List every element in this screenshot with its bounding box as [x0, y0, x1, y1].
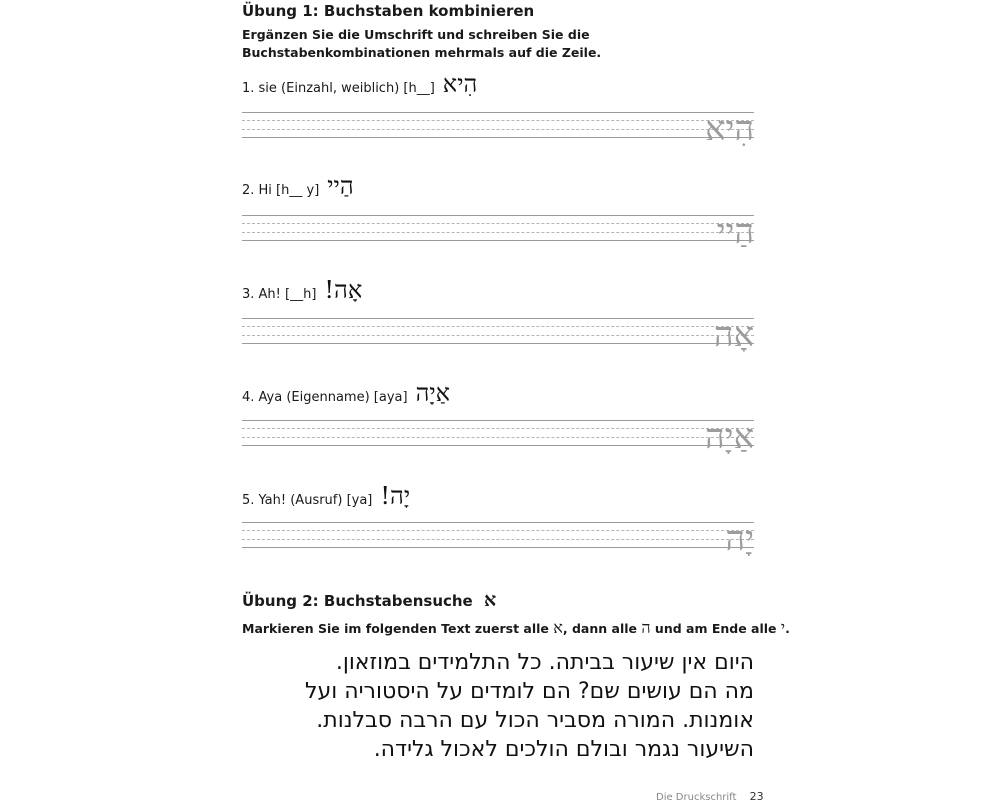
item-hebrew: אַיָה [415, 379, 451, 407]
exercise-1-item-3 [242, 276, 362, 305]
instr-part: Markieren Sie im folgenden Text zuerst alle [242, 621, 549, 636]
exercise-2-heading [242, 589, 496, 612]
practice-sample: אַיָה [705, 417, 754, 457]
item-hebrew: הִיא [442, 70, 478, 98]
exercise-1-heading: Übung 1: Buchstaben kombinieren [242, 2, 535, 20]
hebrew-reading-text [274, 648, 754, 764]
letter-alef: א [553, 618, 563, 637]
item-label: 3. Ah! [__h] [242, 287, 317, 302]
footer-section: Die Druckschrift [656, 792, 737, 803]
writing-line-3[interactable] [242, 315, 754, 355]
writing-line-4[interactable] [242, 417, 754, 457]
writing-line-5[interactable] [242, 519, 754, 559]
practice-sample: אָה [714, 315, 754, 355]
page-footer [656, 790, 764, 803]
item-hebrew: יָה! [380, 482, 411, 510]
exercise-1-instruction: Ergänzen Sie die Umschrift und schreiben Sie die Buchstabenkombinationen mehrmals auf die Zeile. [242, 27, 602, 60]
item-hebrew: הַיי [327, 172, 354, 200]
exercise-2-heading-letter: א [483, 589, 497, 611]
item-label: 4. Aya (Eigenname) [aya] [242, 390, 408, 405]
practice-sample: הַיי [716, 212, 754, 252]
text-line: מה הם עושים שם? הם לומדים על היסטוריה ועל [305, 679, 754, 704]
instr-part: . [785, 621, 790, 636]
exercise-1-item-2 [242, 172, 354, 201]
practice-sample: יָה [725, 519, 754, 559]
exercise-2-heading-text: Übung 2: Buchstabensuche [242, 592, 473, 610]
text-line: אומנות. המורה מסביר הכול עם הרבה סבלנות. [316, 708, 754, 733]
page-number: 23 [749, 790, 764, 803]
exercise-1-item-4 [242, 379, 450, 408]
item-label: 5. Yah! (Ausruf) [ya] [242, 493, 373, 508]
text-line: היום אין שיעור בביתה. כל התלמידים במוזאון. [335, 650, 754, 675]
item-label: 2. Hi [h__ y] [242, 183, 320, 198]
exercise-1-item-5 [242, 482, 410, 511]
writing-line-1[interactable] [242, 109, 754, 149]
letter-he: ה [641, 618, 651, 637]
instr-part: und am Ende alle [654, 621, 777, 636]
item-hebrew: אָה! [324, 276, 363, 304]
letter-yod: י [780, 618, 786, 637]
text-line: השיעור נגמר ובולם הולכים לאכול גלידה. [373, 737, 754, 762]
practice-sample: הִיא [705, 109, 754, 149]
exercise-1-item-1 [242, 70, 477, 99]
exercise-2-instruction [242, 619, 842, 638]
instr-part: , dann alle [562, 621, 637, 636]
writing-line-2[interactable] [242, 212, 754, 252]
item-label: 1. sie (Einzahl, weiblich) [h__] [242, 81, 435, 96]
